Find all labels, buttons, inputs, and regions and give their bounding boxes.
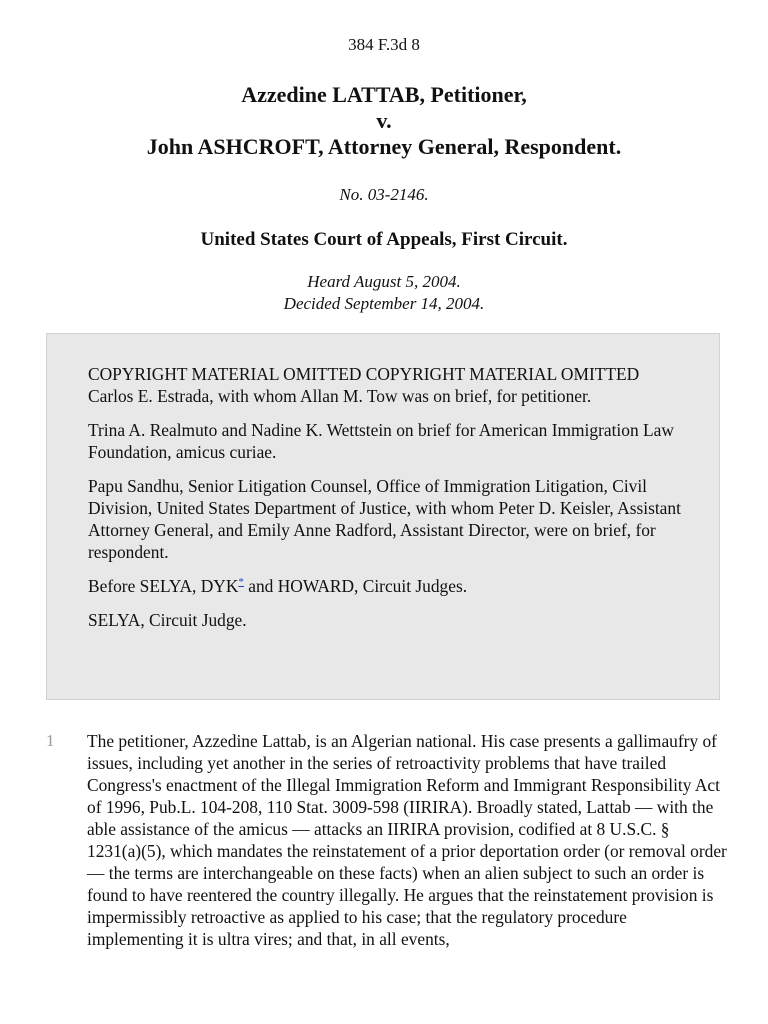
counsel-amicus: Trina A. Realmuto and Nadine K. Wettstein on brief for American Immigration Law Foundation, amicus curiae. xyxy=(88,420,674,462)
petitioner-name: Azzedine LATTAB, Petitioner, xyxy=(241,82,527,107)
case-caption xyxy=(0,82,768,160)
panel-after-text: and HOWARD, Circuit Judges. xyxy=(243,576,468,596)
docket-number: No. 03-2146. xyxy=(339,185,429,204)
opinion-paragraph: The petitioner, Azzedine Lattab, is an Algerian national. His case presents a gallimaufry of issues, including yet another in the series of retroactivity problems that have trailed Congress's enactment of the Illegal Immigration Reform and Immigrant Responsibility Act of 1996, Pub.L. 104-208, 110 Stat. 3009-598 (IIRIRA). Broadly stated, Lattab — with the able assistance of the amicus — attacks an IIRIRA provision, codified at 8 U.S.C. § 1231(a)(5), which mandates the reinstatement of a prior deportation order (or removal order — the terms are interchangeable on these facts) when an alien subject to such an order is found to have reentered the country illegally. He argues that the reinstatement provision is impermissibly retroactive as applied to his case; that the regulatory procedure implementing it is ultra vires; and that, in all events, xyxy=(87,731,727,949)
counsel-petitioner: COPYRIGHT MATERIAL OMITTED COPYRIGHT MATERIAL OMITTED Carlos E. Estrada, with whom Allan M. Tow was on brief, for petitioner. xyxy=(88,364,640,406)
versus: v. xyxy=(376,108,392,133)
counsel-section xyxy=(46,333,720,700)
panel-before-text: Before SELYA, DYK xyxy=(88,576,239,596)
counsel-respondent: Papu Sandhu, Senior Litigation Counsel, Office of Immigration Litigation, Civil Division, United States Department of Justice, with whom Peter D. Keisler, Assistant Attorney General, and Emily Anne Radford, Assistant Director, were on brief, for respondent. xyxy=(88,476,681,562)
decided-date: Decided September 14, 2004. xyxy=(283,294,485,313)
reporter-citation: 384 F.3d 8 xyxy=(348,35,420,54)
opinion-author: SELYA, Circuit Judge. xyxy=(88,610,247,630)
footnote-link[interactable]: * xyxy=(238,576,244,589)
decision-dates xyxy=(0,271,768,315)
respondent-name: John ASHCROFT, Attorney General, Respondent. xyxy=(146,134,622,159)
paragraph-number: 1 xyxy=(46,731,55,750)
heard-date: Heard August 5, 2004. xyxy=(307,272,461,291)
court-name: United States Court of Appeals, First Circuit. xyxy=(200,229,568,250)
panel-judges xyxy=(88,575,681,597)
